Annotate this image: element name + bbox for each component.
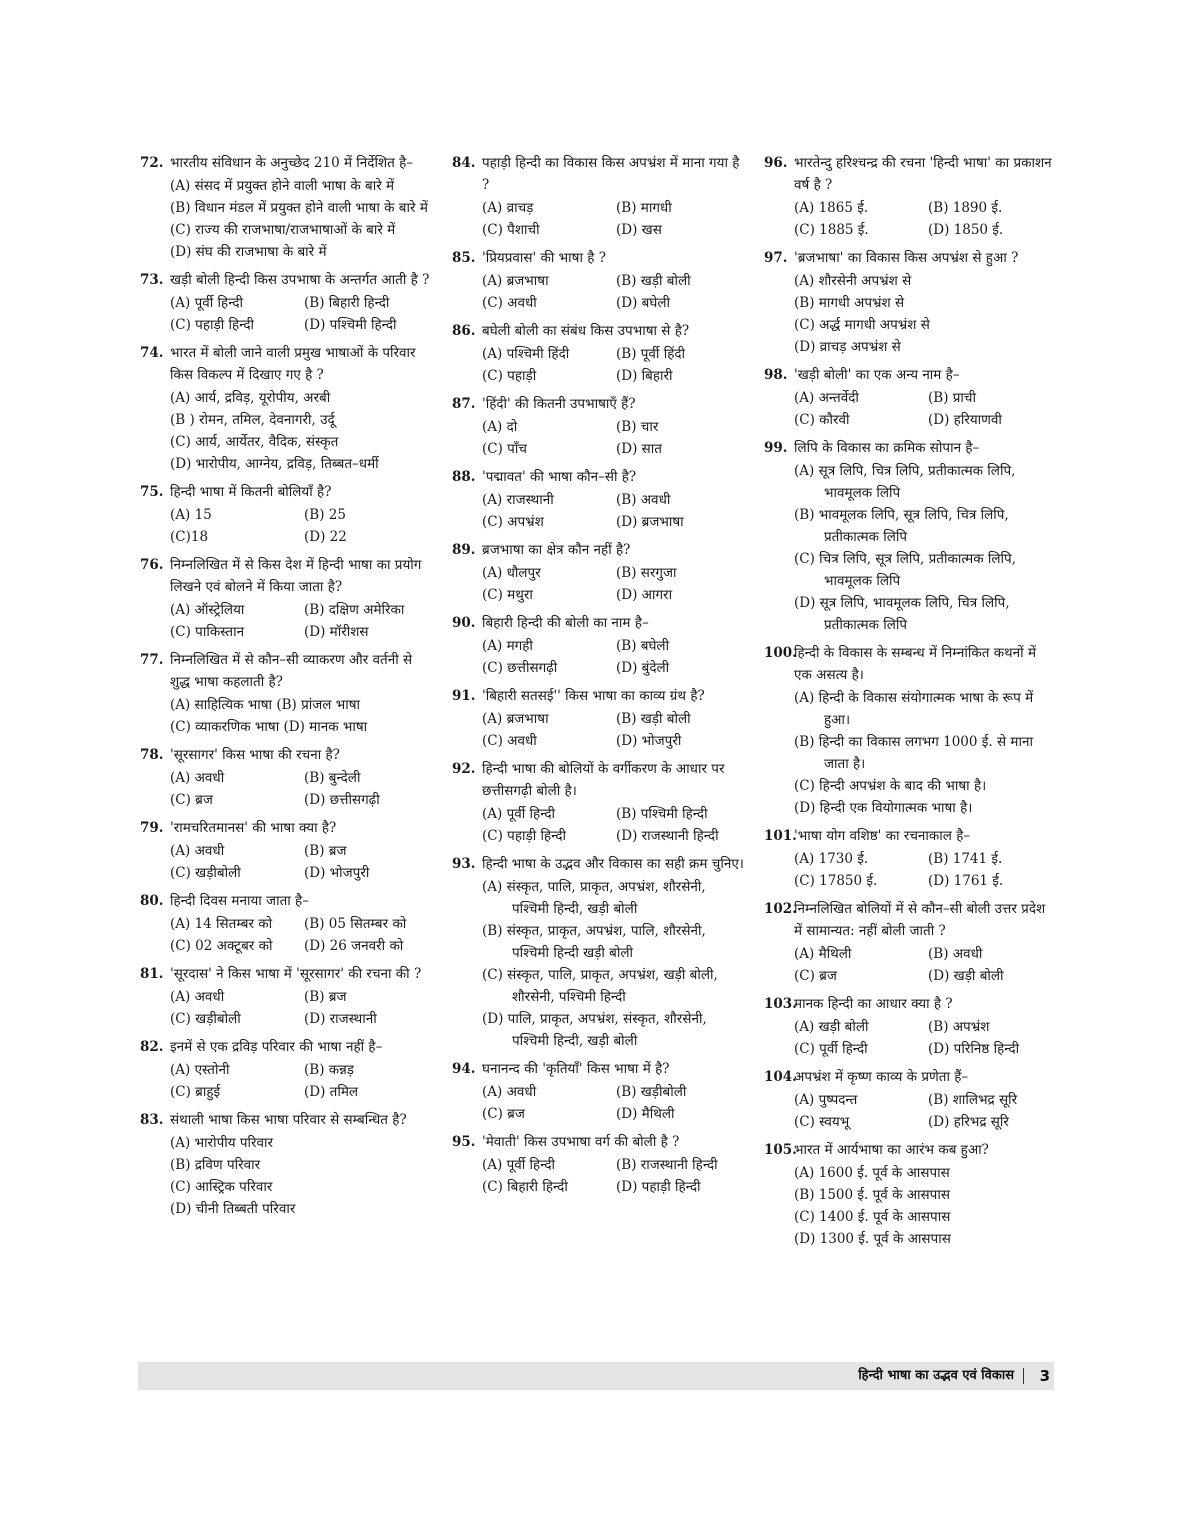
answer-option: (D) संघ की राजभाषा के बारे में bbox=[170, 244, 327, 260]
answer-option: (D) हिन्दी एक वियोगात्मक भाषा है। bbox=[794, 800, 973, 816]
question-text: भारतेन्दु हरिश्चन्द्र की रचना 'हिन्दी भाषा' का प्रकाशन वर्ष है ? bbox=[794, 155, 1052, 193]
answer-option: (D) 1300 ई. पूर्व के आसपास bbox=[794, 1231, 951, 1247]
answer-option: (D) हरियाणवी bbox=[928, 412, 1002, 428]
answer-option: (C)18 bbox=[170, 529, 209, 545]
answer-option: (A) संस्कृत, पालि, प्राकृत, अपभ्रंश, शौरसेनी, पश्चिमी हिन्दी, खड़ी बोली bbox=[482, 879, 706, 917]
answer-option: (A) आर्य, द्रविड़, यूरोपीय, अरबी bbox=[170, 390, 331, 406]
answer-option: (C) पहाड़ी bbox=[482, 368, 537, 384]
question-number: 80. bbox=[140, 893, 164, 909]
answer-option: (B) राजस्थानी हिन्दी bbox=[616, 1157, 718, 1173]
question-number: 94. bbox=[452, 1061, 476, 1077]
question-text: 'हिंदी' की कितनी उपभाषाएँ हैं? bbox=[482, 396, 636, 412]
answer-options bbox=[482, 876, 744, 1052]
answer-option: (D) भारोपीय, आग्नेय, द्रविड़, तिब्बत–धर्मी bbox=[170, 456, 379, 472]
answer-option: (D) तमिल bbox=[304, 1084, 359, 1100]
answer-option: (B) भावमूलक लिपि, सूत्र लिपि, चित्र लिपि, प्रतीकात्मक लिपि bbox=[794, 507, 1009, 545]
answer-option: (B) हिन्दी का विकास लगभग 1000 ई. से माना जाता है। bbox=[794, 734, 1033, 772]
question-item bbox=[764, 825, 1056, 892]
answer-option: (A) पूर्वी हिन्दी bbox=[482, 806, 556, 822]
question-number: 92. bbox=[452, 761, 476, 777]
question-item bbox=[764, 247, 1056, 358]
answer-option: (D) भोजपुरी bbox=[304, 865, 370, 881]
question-item bbox=[140, 649, 432, 738]
question-text: 'ब्रजभाषा' का विकास किस अपभ्रंश से हुआ ? bbox=[794, 250, 1019, 266]
question-item bbox=[452, 466, 744, 533]
question-text: निम्नलिखित में से किस देश में हिन्दी भाषा का प्रयोग लिखने एवं बोलने में किया जाता है? bbox=[170, 557, 422, 595]
question-number: 105. bbox=[764, 1142, 797, 1158]
question-number: 86. bbox=[452, 323, 476, 339]
answer-option: (C) कौरवी bbox=[794, 412, 850, 428]
answer-option: (B) संस्कृत, प्राकृत, अपभ्रंश, पालि, शौरसेनी, पश्चिमी हिन्दी खड़ी बोली bbox=[482, 923, 706, 961]
answer-option: (A) संसद में प्रयुक्त होने वाली भाषा के बारे में bbox=[170, 178, 395, 194]
answer-option: (D) 22 bbox=[304, 529, 347, 545]
answer-option: (D) खस bbox=[616, 222, 662, 238]
answer-option: (B) 1741 ई. bbox=[928, 851, 1003, 867]
question-item bbox=[452, 1131, 744, 1198]
answer-option: (C) आस्ट्रिक परिवार bbox=[170, 1179, 273, 1195]
answer-option: (C) स्वयभू bbox=[794, 1114, 850, 1130]
answer-option: (D) बघेली bbox=[616, 295, 670, 311]
answer-option: (C) ब्रज bbox=[482, 1106, 525, 1122]
question-text: बिहारी हिन्दी की बोली का नाम है– bbox=[482, 615, 649, 631]
question-item bbox=[452, 320, 744, 387]
answer-options bbox=[482, 489, 744, 533]
answer-option: (C) 17850 ई. bbox=[794, 873, 878, 889]
question-number: 90. bbox=[452, 615, 476, 631]
answer-option: (A) पश्चिमी हिंदी bbox=[482, 346, 570, 362]
answer-option: (C) अर्द्ध मागधी अपभ्रंश से bbox=[794, 317, 930, 333]
answer-option: (C) चित्र लिपि, सूत्र लिपि, प्रतीकात्मक लिपि, भावमूलक लिपि bbox=[794, 551, 1016, 589]
question-item bbox=[140, 481, 432, 548]
question-number: 77. bbox=[140, 652, 164, 668]
answer-options bbox=[170, 175, 432, 263]
answer-option: (D) व्राचड़ अपभ्रंश से bbox=[794, 339, 901, 355]
answer-option: (B) मागधी bbox=[616, 200, 672, 216]
answer-option: (D) 26 जनवरी को bbox=[304, 938, 404, 954]
question-number: 85. bbox=[452, 250, 476, 266]
question-text: 'सूरसागर' किस भाषा की रचना है? bbox=[170, 747, 340, 763]
answer-options bbox=[170, 504, 432, 548]
answer-option: (B) खड़ी बोली bbox=[616, 711, 691, 727]
question-text: निम्नलिखित बोलियों में से कौन–सी बोली उत्तर प्रदेश में सामान्यत: नहीं बोली जाती ? bbox=[794, 901, 1046, 939]
answer-option: (D) हरिभद्र सूरि bbox=[928, 1114, 1009, 1130]
question-text: संथाली भाषा किस भाषा परिवार से सम्बन्धित है? bbox=[170, 1112, 407, 1128]
question-item bbox=[452, 539, 744, 606]
footer-chapter-title: हिन्दी भाषा का उद्भव एवं विकास bbox=[858, 1368, 1014, 1383]
page-footer bbox=[138, 1362, 1054, 1390]
question-text: हिन्दी के विकास के सम्बन्ध में निम्नांकित कथनों में एक असत्य है। bbox=[794, 645, 1037, 683]
question-number: 91. bbox=[452, 688, 476, 704]
question-item bbox=[764, 1139, 1056, 1250]
answer-option: (A) पूर्वी हिन्दी bbox=[482, 1157, 556, 1173]
question-number: 98. bbox=[764, 367, 788, 383]
answer-option: (B) बिहारी हिन्दी bbox=[304, 295, 390, 311]
answer-option: (D) 1850 ई. bbox=[928, 222, 1004, 238]
answer-option: (A) व्राचड़ bbox=[482, 200, 534, 216]
question-item bbox=[764, 437, 1056, 636]
answer-options bbox=[794, 460, 1056, 636]
column-3 bbox=[764, 152, 1056, 1256]
answer-options bbox=[794, 270, 1056, 358]
answer-option: (A) पूर्वी हिन्दी bbox=[170, 295, 244, 311]
answer-option: (C) पाकिस्तान bbox=[170, 624, 245, 640]
question-number: 97. bbox=[764, 250, 788, 266]
question-number: 81. bbox=[140, 966, 164, 982]
answer-options bbox=[482, 708, 744, 752]
answer-option: (B) द्रविण परिवार bbox=[170, 1157, 261, 1173]
page-number: 3 bbox=[1039, 1367, 1050, 1385]
answer-option: (D) आगरा bbox=[616, 587, 673, 603]
question-number: 79. bbox=[140, 820, 164, 836]
answer-option: (D) छत्तीसगढ़ी bbox=[304, 792, 380, 808]
answer-option: (D) राजस्थानी हिन्दी bbox=[616, 828, 719, 844]
answer-option: (D) राजस्थानी bbox=[304, 1011, 377, 1027]
question-text: निम्नलिखित में से कौन–सी व्याकरण और वर्तनी से शुद्ध भाषा कहलाती है? bbox=[170, 652, 413, 690]
question-number: 83. bbox=[140, 1112, 164, 1128]
answer-option: (C) ब्राहुई bbox=[170, 1084, 221, 1100]
question-number: 76. bbox=[140, 557, 164, 573]
question-text: घनानन्द की 'कृतियाँ' किस भाषा में है? bbox=[482, 1061, 670, 1077]
question-item bbox=[140, 152, 432, 263]
answer-option: (C) पहाड़ी हिन्दी bbox=[170, 317, 254, 333]
question-text: ब्रजभाषा का क्षेत्र कौन नहीं है? bbox=[482, 542, 631, 558]
answer-option: (B) बुन्देली bbox=[304, 770, 361, 786]
answer-options bbox=[794, 848, 1056, 892]
answer-option: (C) खड़ीबोली bbox=[170, 1011, 241, 1027]
answer-options bbox=[170, 694, 432, 738]
answer-option: (A) राजस्थानी bbox=[482, 492, 554, 508]
answer-option: (B) ब्रज bbox=[304, 843, 347, 859]
answer-option: (B) 1500 ई. पूर्व के आसपास bbox=[794, 1187, 950, 1203]
answer-options bbox=[794, 1016, 1056, 1060]
answer-options bbox=[794, 943, 1056, 987]
answer-options bbox=[482, 562, 744, 606]
question-number: 73. bbox=[140, 272, 164, 288]
question-text: भारतीय संविधान के अनुच्छेद 210 में निर्देशित है– bbox=[170, 155, 414, 171]
footer-divider bbox=[1023, 1368, 1024, 1384]
question-item bbox=[140, 890, 432, 957]
question-item bbox=[140, 269, 432, 336]
answer-option: (A) अवधी bbox=[170, 989, 225, 1005]
answer-option: (B) मागधी अपभ्रंश से bbox=[794, 295, 905, 311]
question-text: इनमें से एक द्रविड़ परिवार की भाषा नहीं है– bbox=[170, 1039, 383, 1055]
question-text: हिन्दी भाषा के उद्भव और विकास का सही क्रम चुनिए। bbox=[482, 856, 744, 872]
answer-option: (C) संस्कृत, पालि, प्राकृत, अपभ्रंश, खड़ी बोली, शौरसेनी, पश्चिमी हिन्दी bbox=[482, 967, 718, 1005]
answer-option: (B) सरगुजा bbox=[616, 565, 677, 581]
question-number: 89. bbox=[452, 542, 476, 558]
answer-option: (D) चीनी तिब्बती परिवार bbox=[170, 1201, 296, 1217]
question-number: 103. bbox=[764, 996, 797, 1012]
answer-option: (D) भोजपुरी bbox=[616, 733, 682, 749]
question-item bbox=[764, 898, 1056, 987]
answer-option: (D) 1761 ई. bbox=[928, 873, 1004, 889]
answer-option: (D) परिनिष्ठ हिन्दी bbox=[928, 1041, 1020, 1057]
answer-option: (C) अवधी bbox=[482, 295, 537, 311]
question-text: 'सूरदास' ने किस भाषा में 'सूरसागर' की रचना की ? bbox=[170, 966, 422, 982]
answer-option: (B) विधान मंडल में प्रयुक्त होने वाली भाषा के बारे में bbox=[170, 200, 428, 216]
answer-option: (C) अपभ्रंश bbox=[482, 514, 544, 530]
answer-options bbox=[170, 1059, 432, 1103]
answer-option: (C) 1400 ई. पूर्व के आसपास bbox=[794, 1209, 951, 1225]
answer-option: (C) 1885 ई. bbox=[794, 222, 869, 238]
question-item bbox=[764, 642, 1056, 819]
answer-options bbox=[482, 270, 744, 314]
question-item bbox=[140, 1036, 432, 1103]
answer-options bbox=[170, 767, 432, 811]
question-text: 'खड़ी बोली' का एक अन्य नाम है– bbox=[794, 367, 960, 383]
answer-option: (A) पुष्पदन्त bbox=[794, 1092, 858, 1108]
question-item bbox=[452, 247, 744, 314]
question-number: 100. bbox=[764, 645, 797, 661]
answer-option: (A) खड़ी बोली bbox=[794, 1019, 869, 1035]
answer-options bbox=[170, 292, 432, 336]
question-number: 78. bbox=[140, 747, 164, 763]
answer-option: (C) पूर्वी हिन्दी bbox=[794, 1041, 868, 1057]
answer-option: (A) 1730 ई. bbox=[794, 851, 869, 867]
answer-options bbox=[482, 343, 744, 387]
question-item bbox=[452, 393, 744, 460]
question-number: 84. bbox=[452, 155, 476, 171]
answer-options bbox=[482, 1081, 744, 1125]
answer-option: (B ) रोमन, तमिल, देवनागरी, उर्दू bbox=[170, 412, 335, 428]
question-number: 95. bbox=[452, 1134, 476, 1150]
question-number: 101. bbox=[764, 828, 797, 844]
answer-option: (A) एस्तोनी bbox=[170, 1062, 230, 1078]
answer-option: (B) ब्रज bbox=[304, 989, 347, 1005]
question-item bbox=[452, 612, 744, 679]
answer-option: (D) सात bbox=[616, 441, 662, 457]
answer-option: (B) 25 bbox=[304, 507, 346, 523]
question-item bbox=[764, 152, 1056, 241]
answer-options bbox=[482, 635, 744, 679]
answer-option: (C) पाँच bbox=[482, 441, 527, 457]
answer-option: (C) पहाड़ी हिन्दी bbox=[482, 828, 566, 844]
question-number: 87. bbox=[452, 396, 476, 412]
answer-option: (C) बिहारी हिन्दी bbox=[482, 1179, 568, 1195]
question-item bbox=[452, 758, 744, 847]
answer-option: (D) बिहारी bbox=[616, 368, 673, 384]
answer-option: (A) 15 bbox=[170, 507, 212, 523]
answer-option: (A) अवधी bbox=[170, 770, 225, 786]
question-text: हिन्दी भाषा में कितनी बोलियाँ है? bbox=[170, 484, 332, 500]
question-item bbox=[140, 817, 432, 884]
answer-option: (D) मॉरीशस bbox=[304, 624, 369, 640]
answer-option: (D) पहाड़ी हिन्दी bbox=[616, 1179, 701, 1195]
answer-option: (D) पश्चिमी हिन्दी bbox=[304, 317, 397, 333]
answer-option: (C) ब्रज bbox=[794, 968, 837, 984]
question-number: 72. bbox=[140, 155, 164, 171]
question-text: हिन्दी भाषा की बोलियों के वर्गीकरण के आधार पर छत्तीसगढ़ी बोली है। bbox=[482, 761, 725, 799]
answer-option: (C) अवधी bbox=[482, 733, 537, 749]
answer-option: (C) मथुरा bbox=[482, 587, 533, 603]
answer-options bbox=[482, 416, 744, 460]
question-text: भारत में बोली जाने वाली प्रमुख भाषाओं के परिवार किस विकल्प में दिखाए गए है ? bbox=[170, 345, 416, 383]
answer-option: (B) अवधी bbox=[928, 946, 983, 962]
answer-option: (A) 1865 ई. bbox=[794, 200, 869, 216]
question-text: मानक हिन्दी का आधार क्या है ? bbox=[794, 996, 953, 1012]
answer-option: (B) 1890 ई. bbox=[928, 200, 1003, 216]
question-text: खड़ी बोली हिन्दी किस उपभाषा के अन्तर्गत आती है ? bbox=[170, 272, 430, 288]
answer-options bbox=[794, 687, 1056, 819]
column-1 bbox=[140, 152, 432, 1226]
answer-option: (C) ब्रज bbox=[170, 792, 213, 808]
question-number: 93. bbox=[452, 856, 476, 872]
question-text: भारत में आर्यभाषा का आरंभ कब हुआ? bbox=[794, 1142, 989, 1158]
answer-options bbox=[794, 1089, 1056, 1133]
answer-option: (C) आर्य, आर्येतर, वैदिक, संस्कृत bbox=[170, 434, 339, 450]
answer-options bbox=[482, 803, 744, 847]
answer-option: (A) 14 सितम्बर को bbox=[170, 916, 273, 932]
question-item bbox=[764, 1066, 1056, 1133]
answer-option: (A) अन्तर्वेदी bbox=[794, 390, 859, 406]
answer-option: (B) बघेली bbox=[616, 638, 670, 654]
answer-option: (D) सूत्र लिपि, भावमूलक लिपि, चित्र लिपि, प्रतीकात्मक लिपि bbox=[794, 595, 1010, 633]
answer-options bbox=[170, 986, 432, 1030]
answer-options bbox=[482, 197, 744, 241]
answer-option: (B) अपभ्रंश bbox=[928, 1019, 990, 1035]
question-item bbox=[764, 364, 1056, 431]
question-text: 'बिहारी सतसई'' किस भाषा का काव्य ग्रंथ है? bbox=[482, 688, 705, 704]
question-text: हिन्दी दिवस मनाया जाता है– bbox=[170, 893, 309, 909]
answer-option: (A) हिन्दी के विकास संयोगात्मक भाषा के रूप में हुआ। bbox=[794, 690, 1034, 728]
question-number: 75. bbox=[140, 484, 164, 500]
answer-option: (A) शौरसेनी अपभ्रंश से bbox=[794, 273, 912, 289]
answer-option: (A) ब्रजभाषा bbox=[482, 711, 549, 727]
answer-option: (B) पश्चिमी हिन्दी bbox=[616, 806, 708, 822]
question-number: 104. bbox=[764, 1069, 797, 1085]
answer-option: (C) छत्तीसगढ़ी bbox=[482, 660, 558, 676]
answer-option: (B) कन्नड़ bbox=[304, 1062, 355, 1078]
answer-options bbox=[794, 197, 1056, 241]
answer-option: (A) ब्रजभाषा bbox=[482, 273, 549, 289]
answer-options bbox=[170, 913, 432, 957]
answer-option: (C) व्याकरणिक भाषा (D) मानक भाषा bbox=[170, 719, 368, 735]
answer-option: (B) खड़ी बोली bbox=[616, 273, 691, 289]
answer-option: (B) अवधी bbox=[616, 492, 671, 508]
question-text: पहाड़ी हिन्दी का विकास किस अपभ्रंश में माना गया है ? bbox=[482, 155, 740, 193]
question-item bbox=[452, 1058, 744, 1125]
answer-option: (C) हिन्दी अपभ्रंश के बाद की भाषा है। bbox=[794, 778, 987, 794]
question-text: अपभ्रंश में कृष्ण काव्य के प्रणेता हैं– bbox=[794, 1069, 969, 1085]
answer-option: (B) शालिभद्र सूरि bbox=[928, 1092, 1018, 1108]
question-text: 'प्रियप्रवास' की भाषा है ? bbox=[482, 250, 606, 266]
question-page bbox=[140, 152, 1056, 1362]
answer-option: (A) अवधी bbox=[482, 1084, 537, 1100]
answer-option: (A) साहित्यिक भाषा (B) प्रांजल भाषा bbox=[170, 697, 361, 713]
answer-option: (B) चार bbox=[616, 419, 659, 435]
question-text: 'रामचरितमानस' की भाषा क्या है? bbox=[170, 820, 337, 836]
answer-option: (A) भारोपीय परिवार bbox=[170, 1135, 274, 1151]
answer-option: (A) मैथिली bbox=[794, 946, 852, 962]
question-item bbox=[452, 152, 744, 241]
answer-options bbox=[170, 387, 432, 475]
question-number: 74. bbox=[140, 345, 164, 361]
question-text: लिपि के विकास का क्रमिक सोपान है– bbox=[794, 440, 980, 456]
answer-options bbox=[794, 1162, 1056, 1250]
answer-option: (A) अवधी bbox=[170, 843, 225, 859]
question-item bbox=[140, 342, 432, 475]
answer-option: (D) मैथिली bbox=[616, 1106, 675, 1122]
answer-options bbox=[482, 1154, 744, 1198]
question-number: 82. bbox=[140, 1039, 164, 1055]
answer-option: (D) खड़ी बोली bbox=[928, 968, 1004, 984]
question-number: 96. bbox=[764, 155, 788, 171]
answer-option: (A) धौलपुर bbox=[482, 565, 541, 581]
answer-option: (C) पैशाची bbox=[482, 222, 540, 238]
answer-option: (B) दक्षिण अमेरिका bbox=[304, 602, 405, 618]
question-text: 'भाषा योग वशिष्ठ' का रचनाकाल है– bbox=[794, 828, 971, 844]
question-item bbox=[140, 1109, 432, 1220]
answer-options bbox=[794, 387, 1056, 431]
answer-option: (C) 02 अक्टूबर को bbox=[170, 938, 273, 954]
answer-option: (A) मगही bbox=[482, 638, 533, 654]
answer-option: (C) राज्य की राजभाषा/राजभाषाओं के बारे में bbox=[170, 222, 396, 238]
question-item bbox=[452, 853, 744, 1052]
answer-options bbox=[170, 599, 432, 643]
question-number: 99. bbox=[764, 440, 788, 456]
answer-option: (A) 1600 ई. पूर्व के आसपास bbox=[794, 1165, 950, 1181]
answer-option: (B) खड़ीबोली bbox=[616, 1084, 687, 1100]
answer-option: (D) ब्रजभाषा bbox=[616, 514, 684, 530]
answer-option: (A) दो bbox=[482, 419, 518, 435]
question-text: 'पद्मावत' की भाषा कौन–सी है? bbox=[482, 469, 637, 485]
answer-option: (D) बुंदेली bbox=[616, 660, 670, 676]
column-2 bbox=[452, 152, 744, 1204]
answer-option: (B) 05 सितम्बर को bbox=[304, 916, 407, 932]
answer-option: (A) सूत्र लिपि, चित्र लिपि, प्रतीकात्मक लिपि, भावमूलक लिपि bbox=[794, 463, 1016, 501]
question-item bbox=[140, 554, 432, 643]
question-item bbox=[764, 993, 1056, 1060]
question-item bbox=[140, 744, 432, 811]
answer-option: (B) प्राची bbox=[928, 390, 976, 406]
answer-option: (C) खड़ीबोली bbox=[170, 865, 241, 881]
question-text: 'मेवाती' किस उपभाषा वर्ग की बोली है ? bbox=[482, 1134, 680, 1150]
question-item bbox=[140, 963, 432, 1030]
answer-option: (A) ऑस्ट्रेलिया bbox=[170, 602, 245, 618]
question-text: बघेली बोली का संबंध किस उपभाषा से है? bbox=[482, 323, 690, 339]
question-number: 102. bbox=[764, 901, 797, 917]
answer-option: (D) पालि, प्राकृत, अपभ्रंश, संस्कृत, शौरसेनी, पश्चिमी हिन्दी, खड़ी बोली bbox=[482, 1011, 707, 1049]
answer-option: (B) पूर्वी हिंदी bbox=[616, 346, 686, 362]
answer-options bbox=[170, 840, 432, 884]
question-item bbox=[452, 685, 744, 752]
answer-options bbox=[170, 1132, 432, 1220]
question-number: 88. bbox=[452, 469, 476, 485]
